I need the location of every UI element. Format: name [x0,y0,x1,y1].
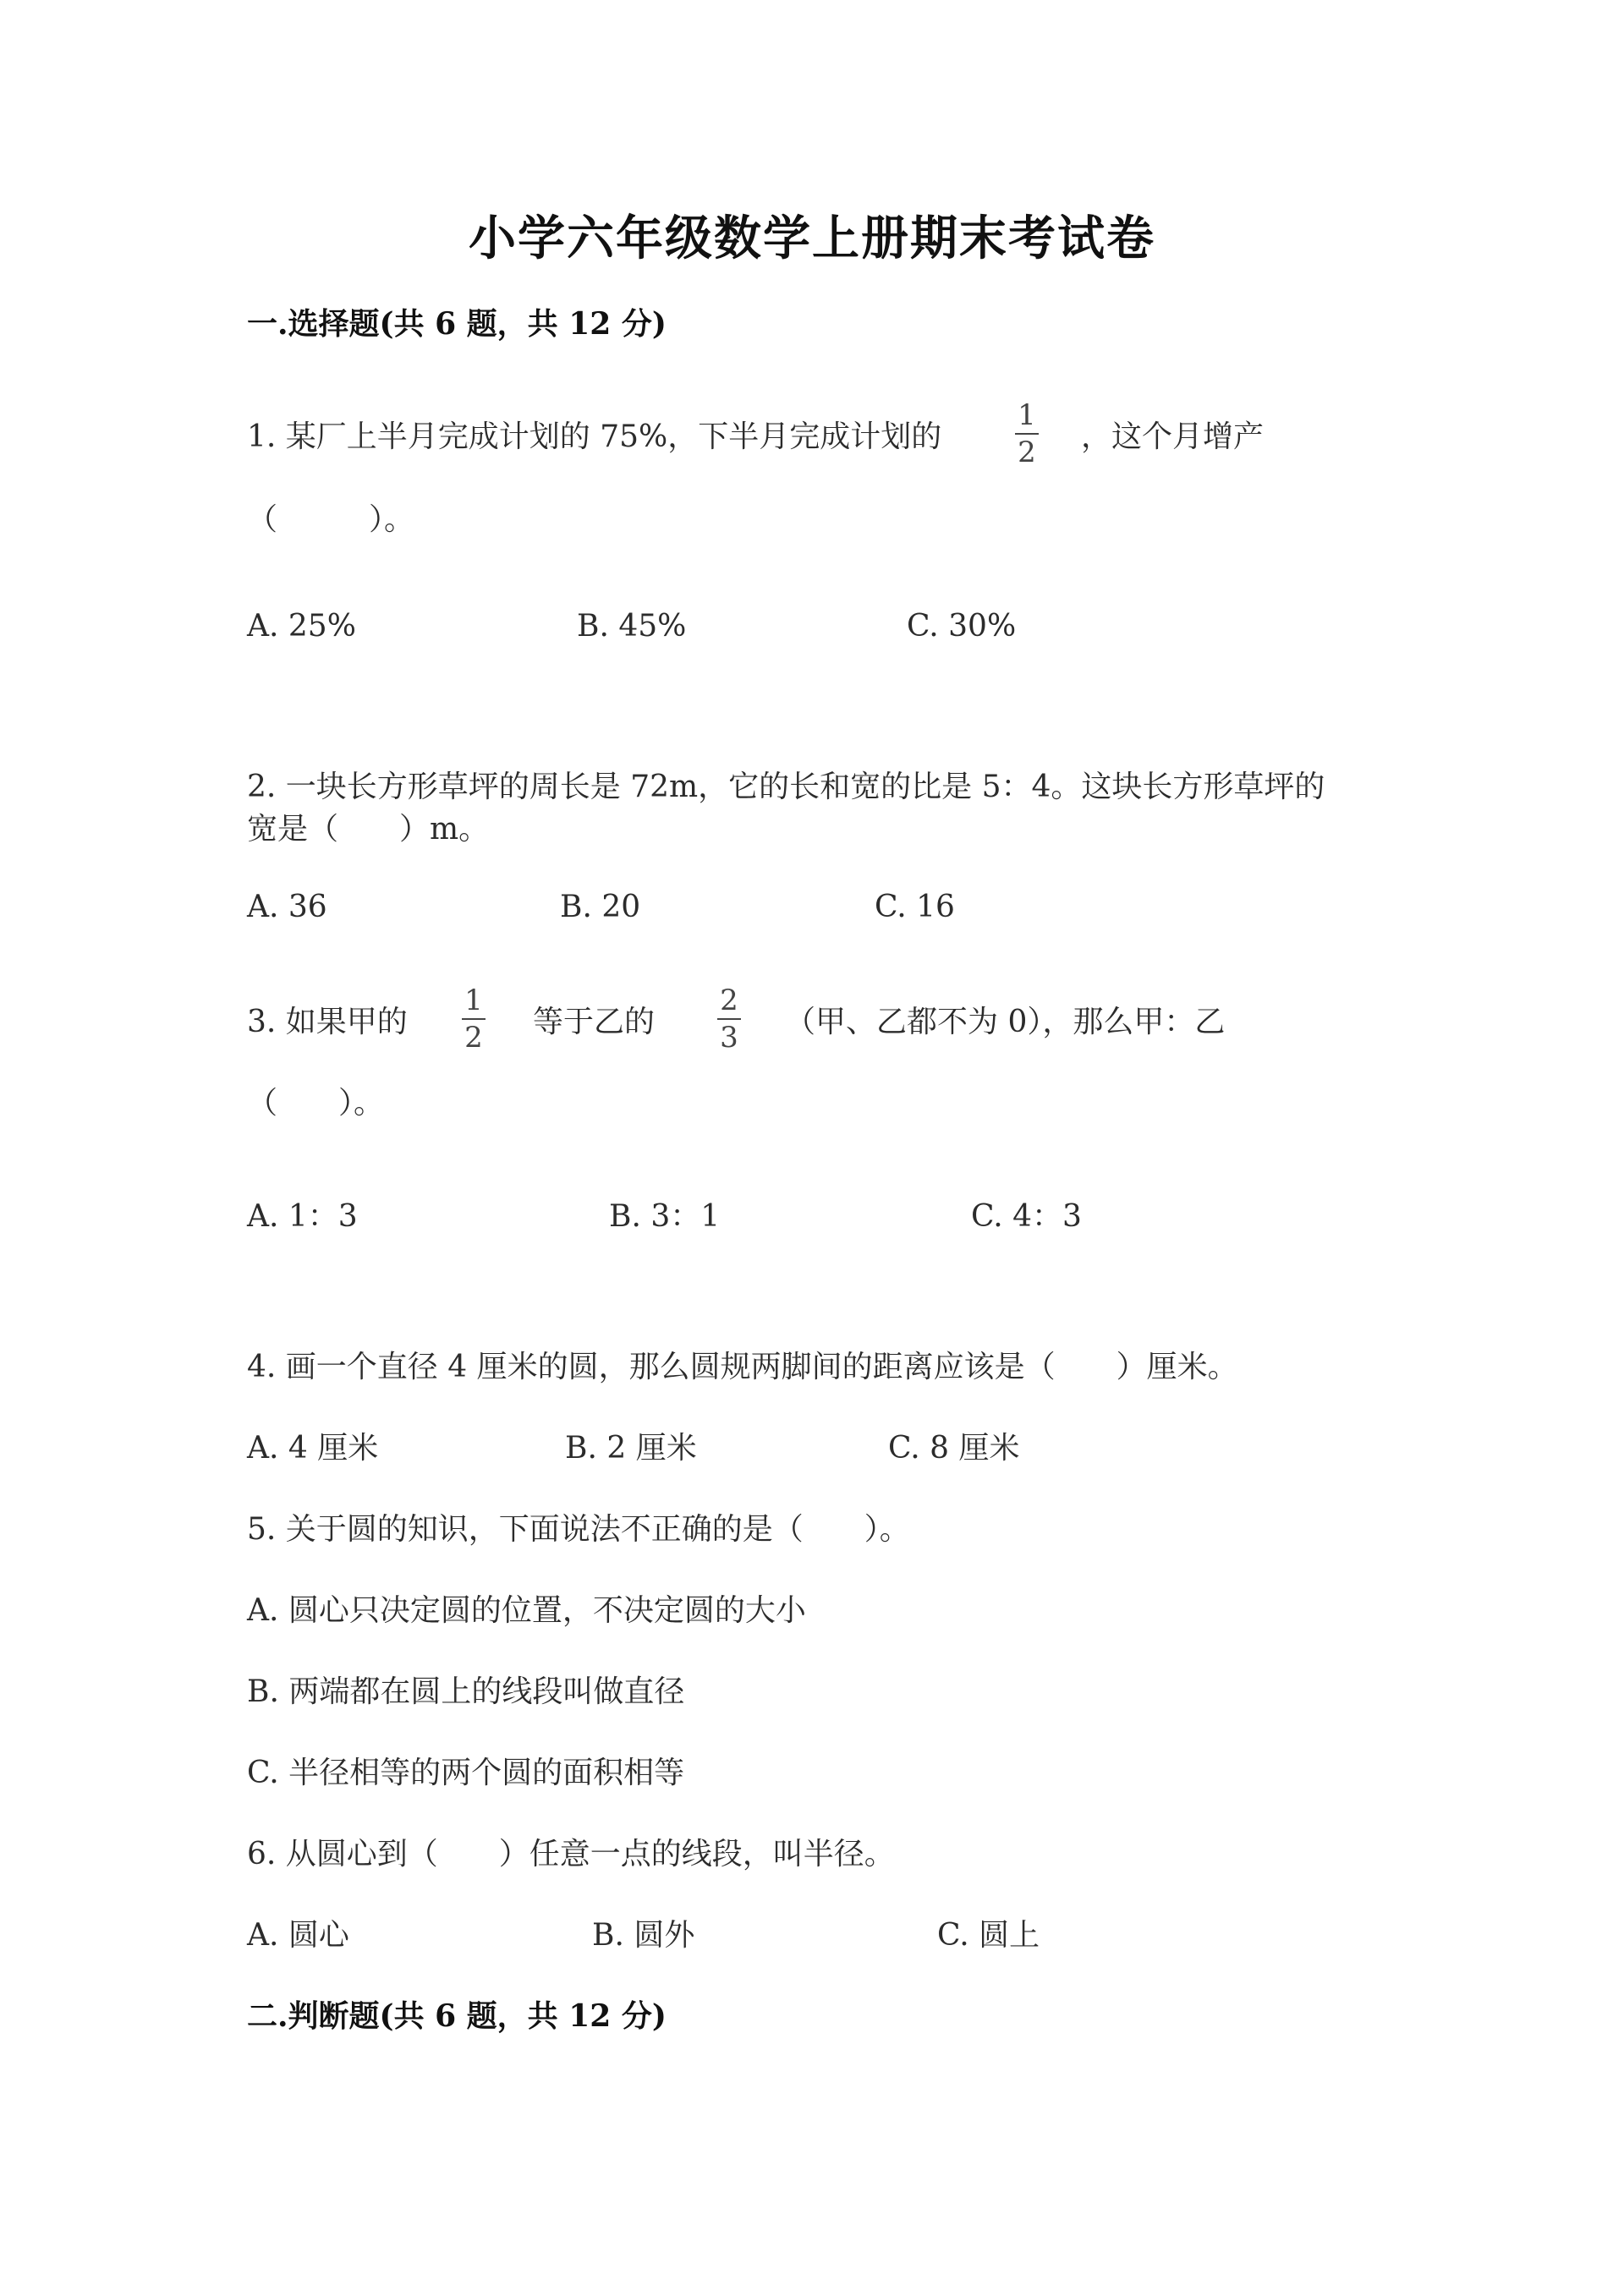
question-2-option-a[interactable]: A. 36 [247,890,327,924]
fraction-bar [1015,433,1039,435]
question-3-option-a[interactable]: A. 1：3 [247,1199,358,1234]
question-1-text: 1. 某厂上半月完成计划的 75%，下半月完成计划的 [247,419,942,454]
question-1-fraction [1013,398,1040,469]
question-4-option-b[interactable]: B. 2 厘米 [565,1431,697,1466]
fraction-numerator: 1 [464,984,483,1017]
question-3-option-b[interactable]: B. 3：1 [609,1199,721,1234]
question-5-option-c[interactable]: C. 半径相等的两个圆的面积相等 [247,1756,685,1790]
page-title: 小学六年级数学上册期末考试卷 [469,211,1155,266]
question-4-text: 4. 画一个直径 4 厘米的圆，那么圆规两脚间的距离应该是（ ）厘米。 [247,1350,1238,1384]
question-3-option-c[interactable]: C. 4：3 [971,1199,1082,1234]
question-5-text: 5. 关于圆的知识，下面说法不正确的是（ ）。 [247,1512,910,1547]
fraction-numerator: 1 [1018,398,1036,432]
question-3-fraction-2 [716,984,743,1055]
question-1-option-c[interactable]: C. 30% [907,609,1017,644]
section-heading-choice: 一.选择题(共 6 题，共 12 分) [247,306,667,342]
question-4-option-c[interactable]: C. 8 厘米 [888,1431,1020,1466]
question-6-option-c[interactable]: C. 圆上 [937,1918,1040,1953]
question-2-option-c[interactable]: C. 16 [875,890,955,924]
fraction-bar [717,1018,741,1020]
fraction-bar [462,1018,486,1020]
fraction-denominator: 2 [1018,436,1036,469]
question-3-text-mid: 等于乙的 [533,1005,656,1039]
question-3-blank: （ ）。 [247,1086,385,1121]
question-2-text-line2: 宽是（ ）m。 [247,812,490,847]
question-6-option-b[interactable]: B. 圆外 [592,1918,695,1953]
fraction-numerator: 2 [720,984,738,1017]
question-1-text-tail: ，这个月增产 [1081,419,1265,454]
question-1-blank: （ ）。 [247,502,415,537]
question-2-option-b[interactable]: B. 20 [560,890,641,924]
question-6-option-a[interactable]: A. 圆心 [247,1918,349,1953]
question-3-text-tail: （甲、乙都不为 0），那么甲：乙 [785,1005,1226,1039]
question-4-option-a[interactable]: A. 4 厘米 [247,1431,379,1466]
section-heading-judgement: 二.判断题(共 6 题，共 12 分) [247,1998,667,2034]
question-1-option-b[interactable]: B. 45% [577,609,687,644]
question-2-text: 2. 一块长方形草坪的周长是 72m，它的长和宽的比是 5：4。这块长方形草坪的 [247,770,1325,804]
question-1-option-a[interactable]: A. 25% [247,609,356,644]
fraction-denominator: 2 [464,1021,483,1055]
question-5-option-b[interactable]: B. 两端都在圆上的线段叫做直径 [247,1674,685,1709]
question-5-option-a[interactable]: A. 圆心只决定圆的位置，不决定圆的大小 [247,1593,806,1628]
fraction-denominator: 3 [720,1021,738,1055]
question-6-text: 6. 从圆心到（ ）任意一点的线段，叫半径。 [247,1837,895,1871]
question-3-fraction-1 [460,984,487,1055]
question-3-text: 3. 如果甲的 [247,1005,408,1039]
